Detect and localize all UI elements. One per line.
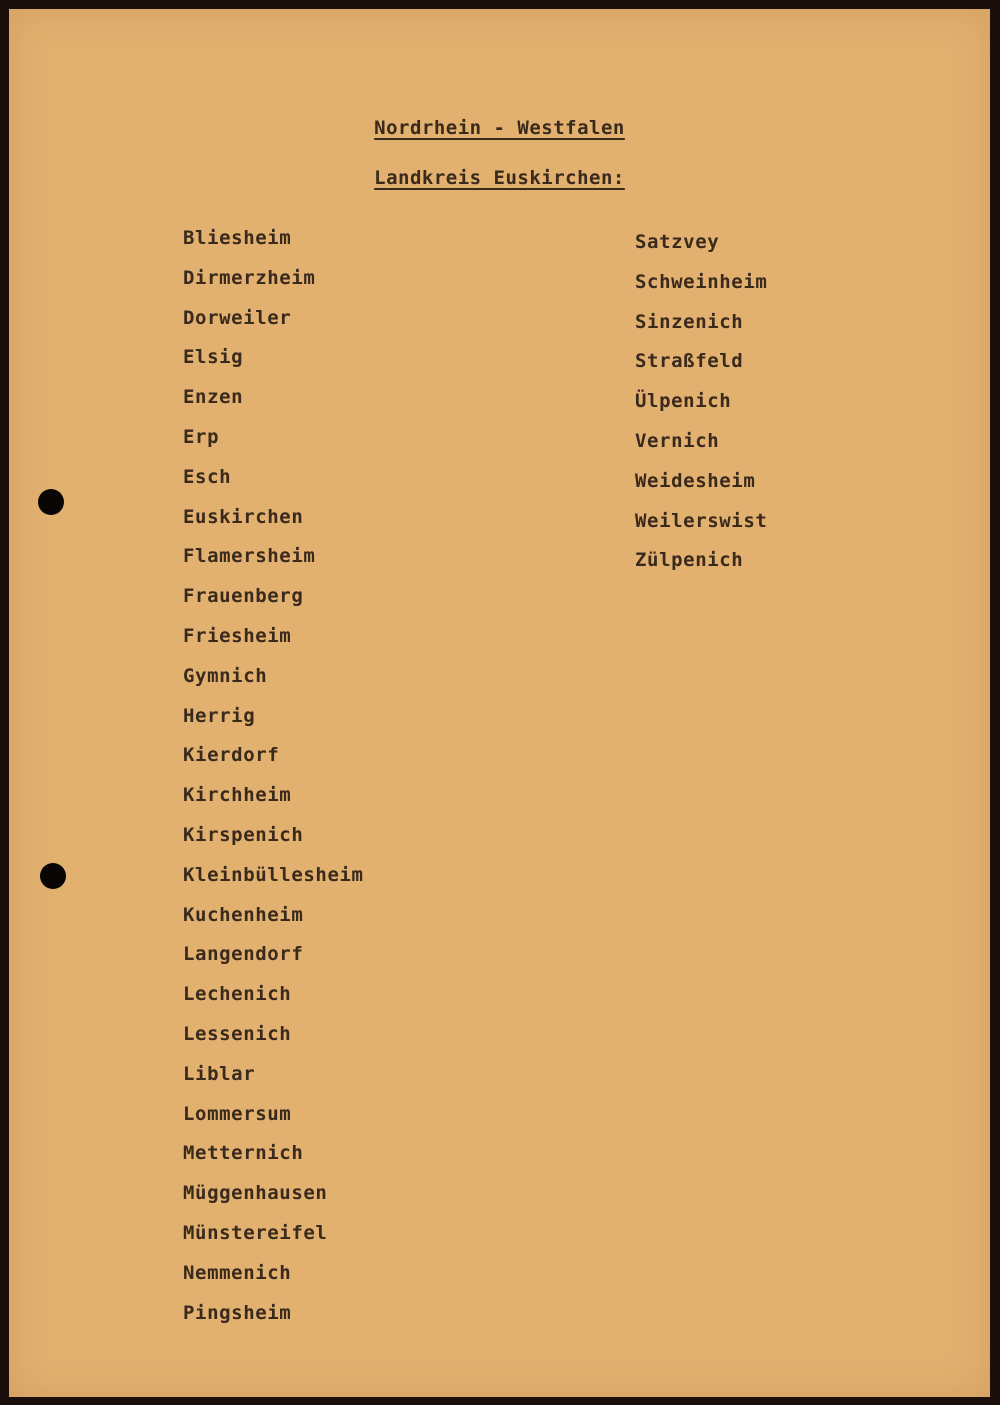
place-name: Satzvey <box>635 231 720 253</box>
place-name: Liblar <box>183 1062 256 1085</box>
document-subtitle: Landkreis Euskirchen: <box>374 167 625 189</box>
place-name: Langendorf <box>183 943 304 966</box>
document-page <box>9 9 990 1397</box>
place-name: Kirspenich <box>183 823 304 846</box>
place-name: Müggenhausen <box>183 1182 328 1205</box>
punch-hole <box>40 863 66 889</box>
place-name: Kirchheim <box>183 784 292 807</box>
place-list-right <box>635 231 767 589</box>
place-name: Esch <box>183 465 232 488</box>
place-name: Bliesheim <box>183 227 292 249</box>
place-name: Friesheim <box>183 624 292 647</box>
place-name: Herrig <box>183 704 256 727</box>
place-name: Weidesheim <box>635 469 756 492</box>
place-name: Münstereifel <box>183 1221 328 1244</box>
punch-hole <box>38 489 64 515</box>
place-name: Zülpenich <box>635 549 744 572</box>
place-name: Flamersheim <box>183 545 316 568</box>
place-name: Vernich <box>635 429 720 452</box>
place-name: Dorweiler <box>183 306 292 329</box>
place-name: Lechenich <box>183 983 292 1006</box>
place-name: Elsig <box>183 346 244 369</box>
place-name: Lessenich <box>183 1022 292 1045</box>
place-name: Gymnich <box>183 664 268 687</box>
place-name: Kleinbüllesheim <box>183 863 364 886</box>
place-name: Euskirchen <box>183 505 304 528</box>
place-name: Enzen <box>183 386 244 409</box>
place-name: Metternich <box>183 1142 304 1165</box>
place-list-left <box>183 227 364 1341</box>
place-name: Kuchenheim <box>183 903 304 926</box>
place-name: Lommersum <box>183 1102 292 1125</box>
document-title: Nordrhein - Westfalen <box>374 117 625 139</box>
place-name: Erp <box>183 425 220 448</box>
place-name: Nemmenich <box>183 1261 292 1284</box>
place-name: Sinzenich <box>635 310 744 333</box>
place-name: Straßfeld <box>635 350 744 373</box>
place-name: Pingsheim <box>183 1301 292 1324</box>
place-name: Dirmerzheim <box>183 266 316 289</box>
place-name: Frauenberg <box>183 585 304 608</box>
place-name: Schweinheim <box>635 270 768 293</box>
place-name: Weilerswist <box>635 509 768 532</box>
place-name: Kierdorf <box>183 744 280 767</box>
place-name: Ülpenich <box>635 390 732 413</box>
